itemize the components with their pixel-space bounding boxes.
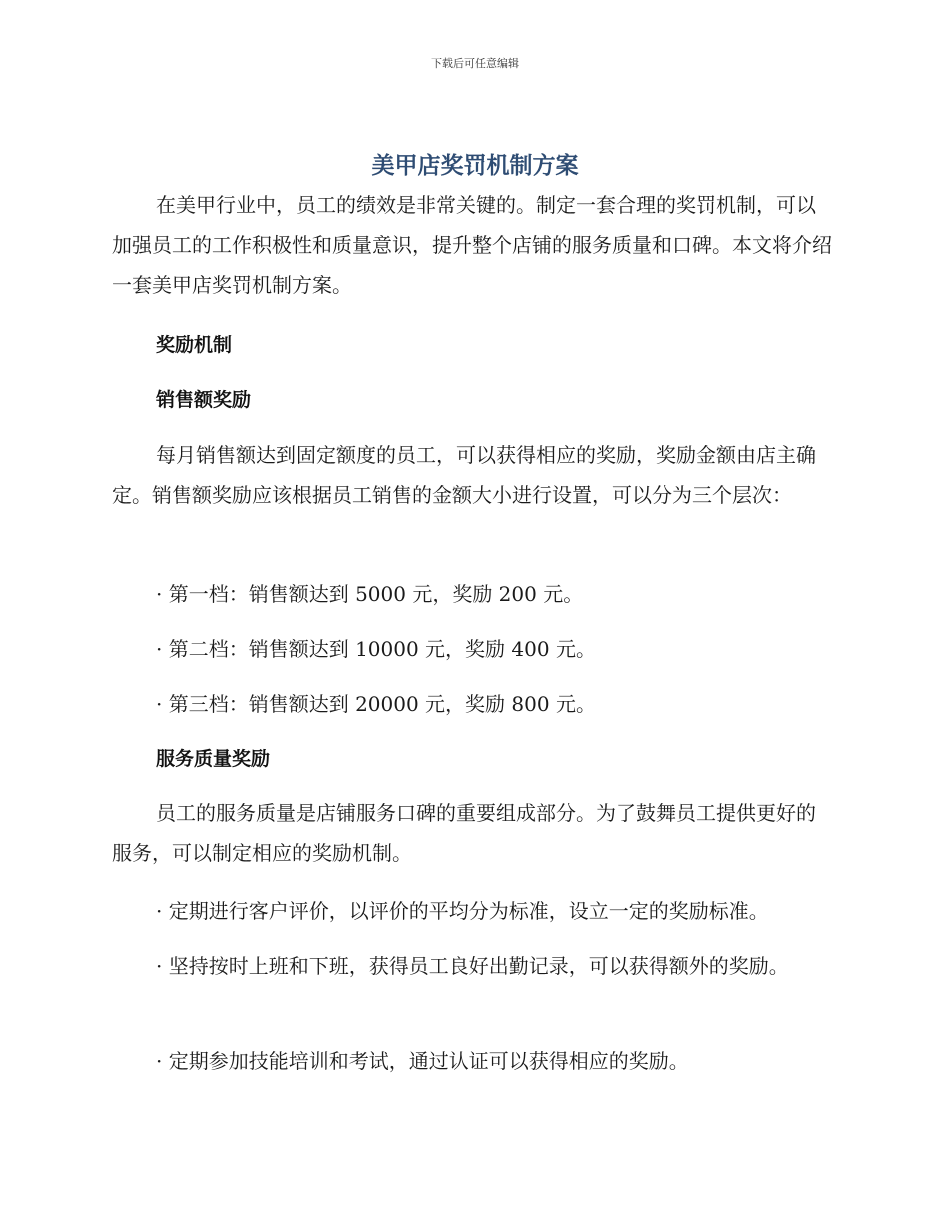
sales-tier-item: · 第一档：销售额达到 5000 元，奖励 200 元。 bbox=[156, 582, 584, 606]
section-heading-reward: 奖励机制 bbox=[156, 334, 233, 356]
subheading-service-reward: 服务质量奖励 bbox=[156, 748, 271, 770]
service-reward-paragraph: 员工的服务质量是店铺服务口碑的重要组成部分。为了鼓舞员工提供更好的服务，可以制定相应的奖励机制。 bbox=[112, 801, 816, 865]
document-title: 美甲店奖罚机制方案 bbox=[371, 153, 579, 179]
subheading-sales-reward: 销售额奖励 bbox=[156, 389, 252, 411]
sales-tier-item: · 第二档：销售额达到 10000 元，奖励 400 元。 bbox=[156, 637, 596, 661]
service-reward-item: · 定期参加技能培训和考试，通过认证可以获得相应的奖励。 bbox=[156, 1049, 689, 1073]
service-reward-item: · 坚持按时上班和下班，获得员工良好出勤记录，可以获得额外的奖励。 bbox=[156, 954, 789, 978]
header-note: 下载后可任意编辑 bbox=[431, 57, 519, 70]
sales-reward-paragraph: 每月销售额达到固定额度的员工，可以获得相应的奖励，奖励金额由店主确定。销售额奖励应该根据员工销售的金额大小进行设置，可以分为三个层次： bbox=[112, 443, 816, 507]
intro-paragraph: 在美甲行业中，员工的绩效是非常关键的。制定一套合理的奖罚机制，可以加强员工的工作积极性和质量意识，提升整个店铺的服务质量和口碑。本文将介绍一套美甲店奖罚机制方案。 bbox=[112, 193, 832, 297]
sales-tier-item: · 第三档：销售额达到 20000 元，奖励 800 元。 bbox=[156, 692, 596, 716]
service-reward-item: · 定期进行客户评价，以评价的平均分为标准，设立一定的奖励标准。 bbox=[156, 899, 769, 923]
